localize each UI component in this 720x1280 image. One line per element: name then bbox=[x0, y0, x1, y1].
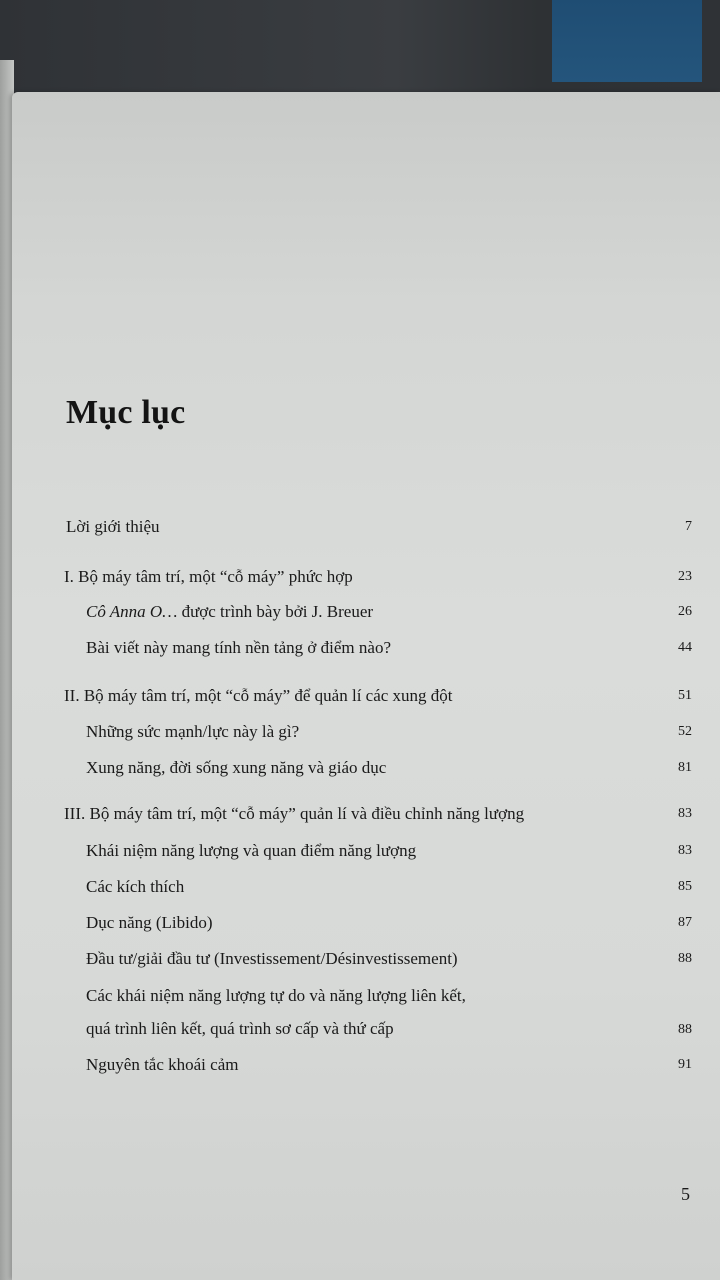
toc-entry bbox=[0, 567, 720, 593]
toc-entry bbox=[0, 841, 720, 867]
toc-entry-page: 7 bbox=[685, 519, 692, 534]
toc-entry-title: Nguyên tắc khoái cảm bbox=[86, 1055, 239, 1074]
toc-entry-title-italic: Cô Anna O… bbox=[86, 602, 178, 621]
toc-entry bbox=[0, 722, 720, 748]
toc-entry-page: 83 bbox=[678, 806, 692, 821]
toc-entry bbox=[0, 758, 720, 784]
toc-entry-title bbox=[86, 602, 373, 622]
toc-entry bbox=[0, 877, 720, 903]
toc-entry bbox=[0, 686, 720, 712]
toc-entry-title: Các kích thích bbox=[86, 877, 185, 896]
toc-entry bbox=[0, 638, 720, 664]
toc-entry bbox=[0, 517, 720, 543]
toc-entry-page: 26 bbox=[678, 604, 692, 619]
toc-entry-title: Đầu tư/giải đầu tư (Investissement/Désinvestissement) bbox=[86, 949, 458, 968]
toc-entry bbox=[0, 913, 720, 939]
toc-entry-title: I. Bộ máy tâm trí, một “cỗ máy” phức hợp bbox=[64, 567, 353, 586]
toc-entry-title: Những sức mạnh/lực này là gì? bbox=[86, 722, 300, 741]
toc-entry-title: Khái niệm năng lượng và quan điểm năng lượng bbox=[86, 841, 417, 860]
toc-entry bbox=[0, 949, 720, 975]
toc-entry bbox=[0, 1055, 720, 1081]
toc-entry-title-line2: quá trình liên kết, quá trình sơ cấp và thứ cấp bbox=[86, 1019, 394, 1038]
toc-entry-page: 52 bbox=[678, 724, 692, 739]
toc-entry-page: 91 bbox=[678, 1057, 692, 1072]
toc-entry-title: Dục năng (Libido) bbox=[86, 913, 213, 932]
toc-entry-page: 44 bbox=[678, 640, 692, 655]
toc-entry bbox=[0, 804, 720, 830]
blue-book-cover bbox=[552, 0, 702, 82]
toc-entry bbox=[0, 602, 720, 628]
toc-entry-title: Xung năng, đời sống xung năng và giáo dục bbox=[86, 758, 387, 777]
toc-entry-page: 83 bbox=[678, 843, 692, 858]
toc-entry-title: III. Bộ máy tâm trí, một “cỗ máy” quản lí và điều chỉnh năng lượng bbox=[64, 804, 525, 823]
toc-entry-title: Lời giới thiệu bbox=[66, 517, 160, 536]
toc-entry-page: 23 bbox=[678, 569, 692, 584]
page-number: 5 bbox=[681, 1184, 690, 1204]
toc-entry-title: II. Bộ máy tâm trí, một “cỗ máy” để quản lí các xung đột bbox=[64, 686, 453, 705]
toc-entry bbox=[0, 986, 720, 1048]
toc-entry-title-rest: được trình bày bởi J. Breuer bbox=[177, 602, 374, 621]
toc-entry-page: 87 bbox=[678, 915, 692, 930]
toc-entry-page: 88 bbox=[678, 951, 692, 966]
toc-entry-page: 81 bbox=[678, 760, 692, 775]
toc-entry-page: 51 bbox=[678, 688, 692, 703]
toc-entry-page: 85 bbox=[678, 879, 692, 894]
toc-entry-title-line1: Các khái niệm năng lượng tự do và năng lượng liên kết, bbox=[86, 986, 466, 1005]
toc-entry-title: Bài viết này mang tính nền tảng ở điểm nào? bbox=[86, 638, 391, 657]
toc-entry-page: 88 bbox=[678, 1022, 692, 1037]
page-title: Mục lục bbox=[66, 394, 186, 431]
